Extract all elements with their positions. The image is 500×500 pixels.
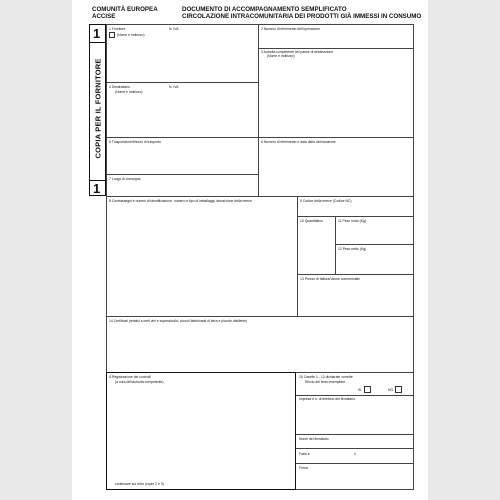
box15-place-label: Fatto a <box>299 452 310 456</box>
box12-label: 12 Peso netto (Kg) <box>338 247 367 251</box>
divider-b11-b12 <box>335 244 414 245</box>
divider-b5-b7 <box>106 174 258 175</box>
box15-no-label: NO <box>388 388 394 392</box>
box8-label: 8 Contrassegni e numeri di identificazione, numero e tipo di imballaggi, descrizione della merce <box>109 199 252 203</box>
box15-sublabel: Rinvio del terzo esemplare <box>305 380 346 384</box>
divider-b2-b3 <box>258 48 414 49</box>
box3-label: 3 Autorità competente del paese di destinazione <box>261 50 334 54</box>
box15-label: 15 Caselle 1 - 13 dichiarate corrette <box>299 375 353 379</box>
box1-checkbox[interactable] <box>109 32 115 38</box>
box11-label: 11 Peso lordo (Kg) <box>338 219 367 223</box>
divider-b4-b5 <box>106 137 414 138</box>
divider-b10-b11 <box>335 216 336 274</box>
divider-b9-b10 <box>297 216 414 217</box>
box9-label: 9 Codice della merce (Codice NC) <box>300 199 352 203</box>
document-title-line2: CIRCOLAZIONE INTRACOMUNITARIA DEI PRODOTTI GIÀ IMMESSI IN CONSUMO <box>182 13 422 20</box>
box15-company-label: Impresa e n. di telefono del firmatario <box>299 397 355 401</box>
box2-label: 2 Numero di riferimento dell'operazione <box>261 27 321 31</box>
header-left-line1: COMUNITÀ EUROPEA <box>92 6 158 13</box>
box15-sign-label: Firma <box>299 466 308 470</box>
copy-number-top: 1 <box>93 26 101 41</box>
copy-label-vertical: COPIA PER IL FORNITORE <box>93 58 103 159</box>
box7-label: 7 Luogo di consegna <box>109 177 141 181</box>
divider-b1-b4 <box>106 82 258 83</box>
box-a-frame <box>106 372 296 490</box>
divider-b10-b13 <box>297 274 414 275</box>
box4-label: 4 Destinatario <box>109 85 130 89</box>
box-a-sublabel: (a cura dell'autorità competente) <box>115 380 164 384</box>
divider-b7-b8 <box>106 196 414 197</box>
box15-si-checkbox[interactable] <box>364 386 371 393</box>
box4-sublabel: (Nome e indirizzo) <box>115 90 143 94</box>
document-title-line1: DOCUMENTO DI ACCOMPAGNAMENTO SEMPLIFICATO <box>182 6 347 13</box>
box-a-label: A Registrazione dei controlli <box>109 375 151 379</box>
header-left-line2: ACCISE <box>92 13 116 20</box>
divider-b8-b9 <box>297 196 298 316</box>
divider-b15-name <box>296 434 414 435</box>
document-page <box>72 0 428 500</box>
box13-label: 13 Prezzo di fattura/Valore commerciale <box>300 277 361 281</box>
box6-label: 6 Numero di riferimento e data della dichiarazione <box>261 140 336 144</box>
divider-b15-sign <box>296 463 414 464</box>
box4-vat-label: N. IVA <box>169 85 179 89</box>
box14-label: 14 Certificati (relativi a certi vini e superalcolici, piccoli fabbricanti di birra e piccole distillerie) <box>109 319 248 323</box>
box3-sublabel: (Nome e indirizzo) <box>267 54 295 58</box>
box10-label: 10 Quantitativo <box>300 219 323 223</box>
box15-date-label: il <box>354 452 356 456</box>
box1-label: 1 Fornitore <box>109 27 126 31</box>
box-a-footer: continuare sul retro (copie 2 e 3) <box>115 482 164 486</box>
divider-b8-b14 <box>106 316 414 317</box>
copy-number-bottom: 1 <box>93 181 101 196</box>
box15-name-label: Nome del firmatario <box>299 437 329 441</box>
box15-si-label: SI <box>358 388 362 392</box>
divider-b15-company <box>296 395 414 396</box>
divider-b15-place <box>296 448 414 449</box>
box15-no-checkbox[interactable] <box>395 386 402 393</box>
box5-label: 5 Trasportatore/Mezzo di trasporto <box>109 140 161 144</box>
box1-sublabel: (Nome e indirizzo) <box>117 33 145 37</box>
divider-upper-vertical <box>258 24 259 196</box>
box1-vat-label: N. IVA <box>169 27 179 31</box>
sidebar-divider-top <box>89 42 106 43</box>
